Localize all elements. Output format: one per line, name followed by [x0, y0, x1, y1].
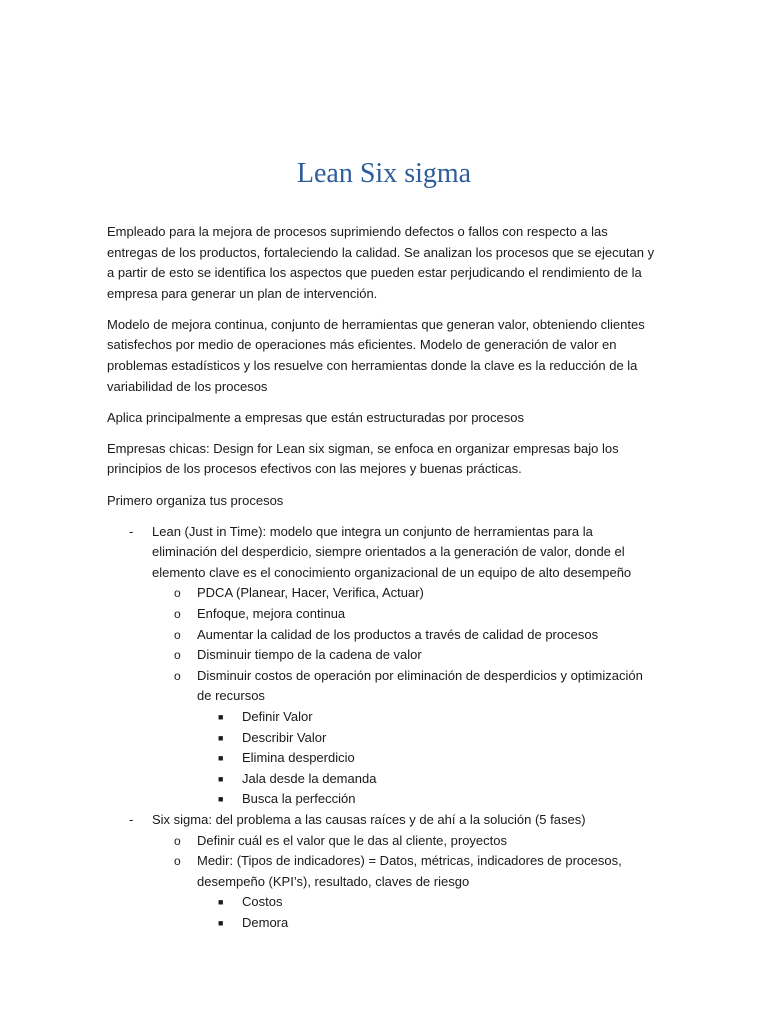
paragraph: Modelo de mejora continua, conjunto de herramientas que generan valor, obteniendo clientes satisfechos por medio de operaciones más eficientes. Modelo de generación de valor en problemas estadísticos y los resuelve con herramientas donde la clave es la reducción de la variabilidad de los procesos	[107, 316, 645, 394]
list-item-text: Disminuir costos de operación por eliminación de desperdicios y optimización de recursos	[197, 667, 643, 704]
square-bullet: ■	[218, 897, 224, 908]
square-bullet: ■	[218, 732, 224, 743]
square-bullet: ■	[218, 917, 224, 928]
circle-bullet: o	[174, 854, 181, 869]
list-item	[107, 810, 655, 934]
square-bullet: ■	[218, 753, 224, 764]
circle-bullet: o	[174, 648, 181, 663]
list-item	[197, 769, 655, 790]
list-item-text: Disminuir tiempo de la cadena de valor	[197, 647, 422, 663]
square-bullet: ■	[218, 773, 224, 784]
list-item	[152, 831, 655, 852]
circle-bullet: o	[174, 668, 181, 683]
square-bullet: ■	[218, 711, 224, 722]
document-body	[107, 222, 655, 934]
list-item	[152, 583, 655, 604]
list-item	[152, 604, 655, 625]
list-item	[152, 851, 655, 933]
list-item	[107, 522, 655, 810]
list-item-text: Jala desde la demanda	[242, 770, 377, 786]
list-item	[197, 707, 655, 728]
list-item-text: Lean (Just in Time): modelo que integra un conjunto de herramientas para la eliminación del desperdicio, siempre orientados a la generación de valor, donde el elemento clave es el conocimiento organizacional de un equipo de alto desempeño	[152, 523, 632, 580]
list-item	[152, 625, 655, 646]
main-list	[107, 522, 655, 934]
list-item-text: Six sigma: del problema a las causas raíces y de ahí a la solución (5 fases)	[152, 811, 586, 827]
list-item-text: Definir cuál es el valor que le das al cliente, proyectos	[197, 832, 507, 848]
sub-list	[152, 583, 655, 810]
circle-bullet: o	[174, 627, 181, 642]
paragraph: Primero organiza tus procesos	[107, 492, 284, 508]
list-item-text: PDCA (Planear, Hacer, Verifica, Actuar)	[197, 585, 424, 601]
list-item	[197, 728, 655, 749]
paragraph: Empleado para la mejora de procesos suprimiendo defectos o fallos con respecto a las entregas de los productos, fortaleciendo la calidad. Se analizan los procesos que se ejecutan y a partir de esto se identifica los aspectos que pueden estar perjudicando el rendimiento de la empresa para generar un plan de intervención.	[107, 224, 655, 301]
circle-bullet: o	[174, 833, 181, 848]
list-item-text: Enfoque, mejora continua	[197, 606, 346, 621]
list-item	[197, 892, 655, 913]
list-item-text: Medir: (Tipos de indicadores) = Datos, métricas, indicadores de procesos, desempeño (KPI’s), resultado, claves de riesgo	[197, 853, 622, 889]
sub-sub-list	[197, 707, 655, 810]
dash-bullet: -	[129, 523, 134, 539]
list-item	[197, 789, 655, 810]
list-item-text: Aumentar la calidad de los productos a través de calidad de procesos	[197, 626, 599, 642]
list-item	[197, 748, 655, 769]
sub-sub-list	[197, 892, 655, 933]
list-item-text: Costos	[242, 894, 283, 910]
list-item-text: Demora	[242, 914, 289, 930]
list-item-text: Describir Valor	[242, 729, 327, 745]
list-item	[152, 666, 655, 810]
dash-bullet: -	[129, 811, 134, 827]
document-title: Lean Six sigma	[296, 158, 472, 189]
list-item-text: Elimina desperdicio	[242, 750, 355, 766]
list-item-text: Busca la perfección	[242, 791, 356, 807]
circle-bullet: o	[174, 607, 181, 621]
list-item	[152, 645, 655, 666]
paragraph: Empresas chicas: Design for Lean six sigman, se enfoca en organizar empresas bajo los principios de los procesos efectivos con las mejores y buenas prácticas.	[107, 440, 619, 477]
sub-list	[152, 831, 655, 934]
circle-bullet: o	[174, 586, 181, 601]
square-bullet: ■	[218, 794, 224, 805]
list-item	[197, 913, 655, 934]
paragraph: Aplica principalmente a empresas que están estructuradas por procesos	[107, 409, 524, 425]
list-item-text: Definir Valor	[242, 708, 313, 724]
